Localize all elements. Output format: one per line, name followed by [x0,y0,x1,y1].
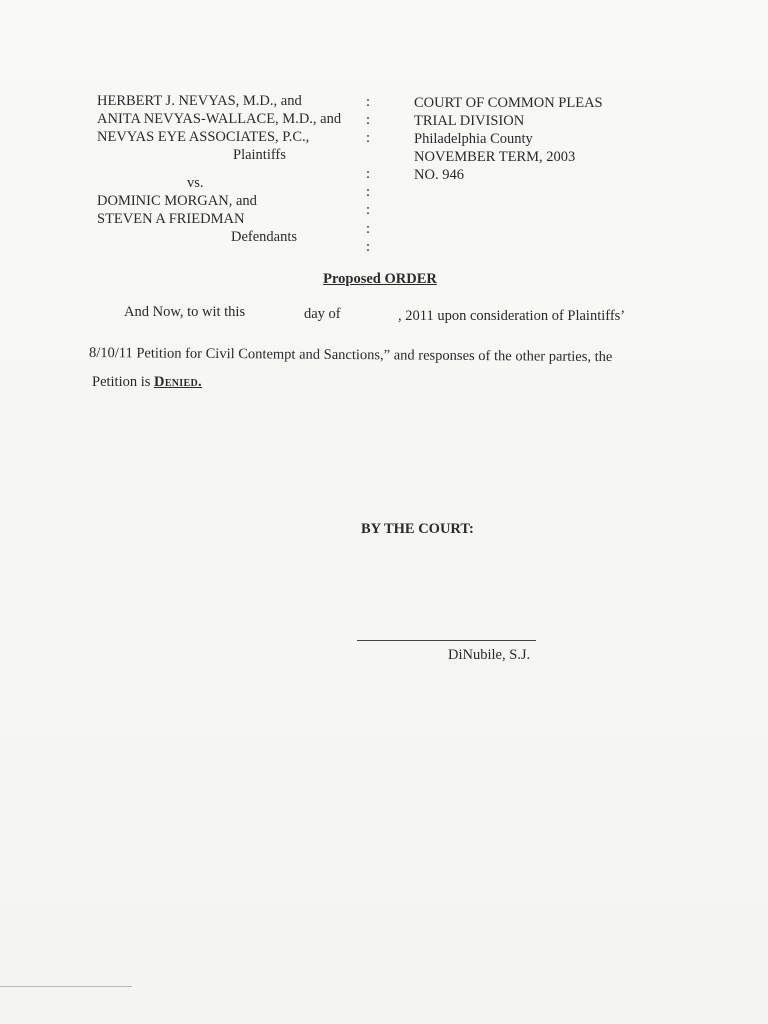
plaintiff-line-2: ANITA NEVYAS-WALLACE, M.D., and [97,111,342,127]
defendant-line-2: STEVEN A FRIEDMAN [97,211,245,227]
court-division: TRIAL DIVISION [414,113,525,129]
court-term: NOVEMBER TERM, 2003 [414,149,576,165]
order-text-petition-line: 8/10/11 Petition for Civil Contempt and Sanctions,” and responses of the other parties, the [88,345,613,366]
order-title [0,271,760,288]
separator-colon: : [366,166,371,182]
separator-colon: : [366,239,371,255]
separator-colon: : [366,112,371,128]
defendant-line-1: DOMINIC MORGAN, and [97,193,257,209]
case-parties [97,92,367,246]
versus-label: vs. [187,175,204,191]
order-text-year-consideration: , 2011 upon consideration of Plaintiffs’ [398,308,626,324]
plaintiff-line-3: NEVYAS EYE ASSOCIATES, P.C., [97,129,310,145]
separator-colon: : [366,94,371,110]
court-info [414,94,603,184]
footer-rule [0,986,132,987]
ruling-denied: Denied. [154,374,202,390]
plaintiffs-label: Plaintiffs [233,147,286,163]
separator-colon: : [366,130,371,146]
separator-colon: : [366,184,371,200]
order-title-text: Proposed ORDER [323,271,437,287]
signature-line [357,640,536,641]
court-county: Philadelphia County [414,131,533,147]
separator-colon: : [366,202,371,218]
order-text-ruling-line [92,374,202,391]
defendants-label: Defendants [231,229,298,245]
court-name: COURT OF COMMON PLEAS [414,95,603,111]
order-text-intro: And Now, to wit this [124,304,246,320]
order-text-day-of: day of [304,306,341,322]
ruling-prefix: Petition is [92,374,151,390]
judge-name: DiNubile, S.J. [448,647,531,663]
plaintiff-line-1: HERBERT J. NEVYAS, M.D., and [97,93,302,109]
case-number: NO. 946 [414,167,464,183]
by-the-court-label: BY THE COURT: [361,521,474,537]
separator-colon: : [366,221,371,237]
